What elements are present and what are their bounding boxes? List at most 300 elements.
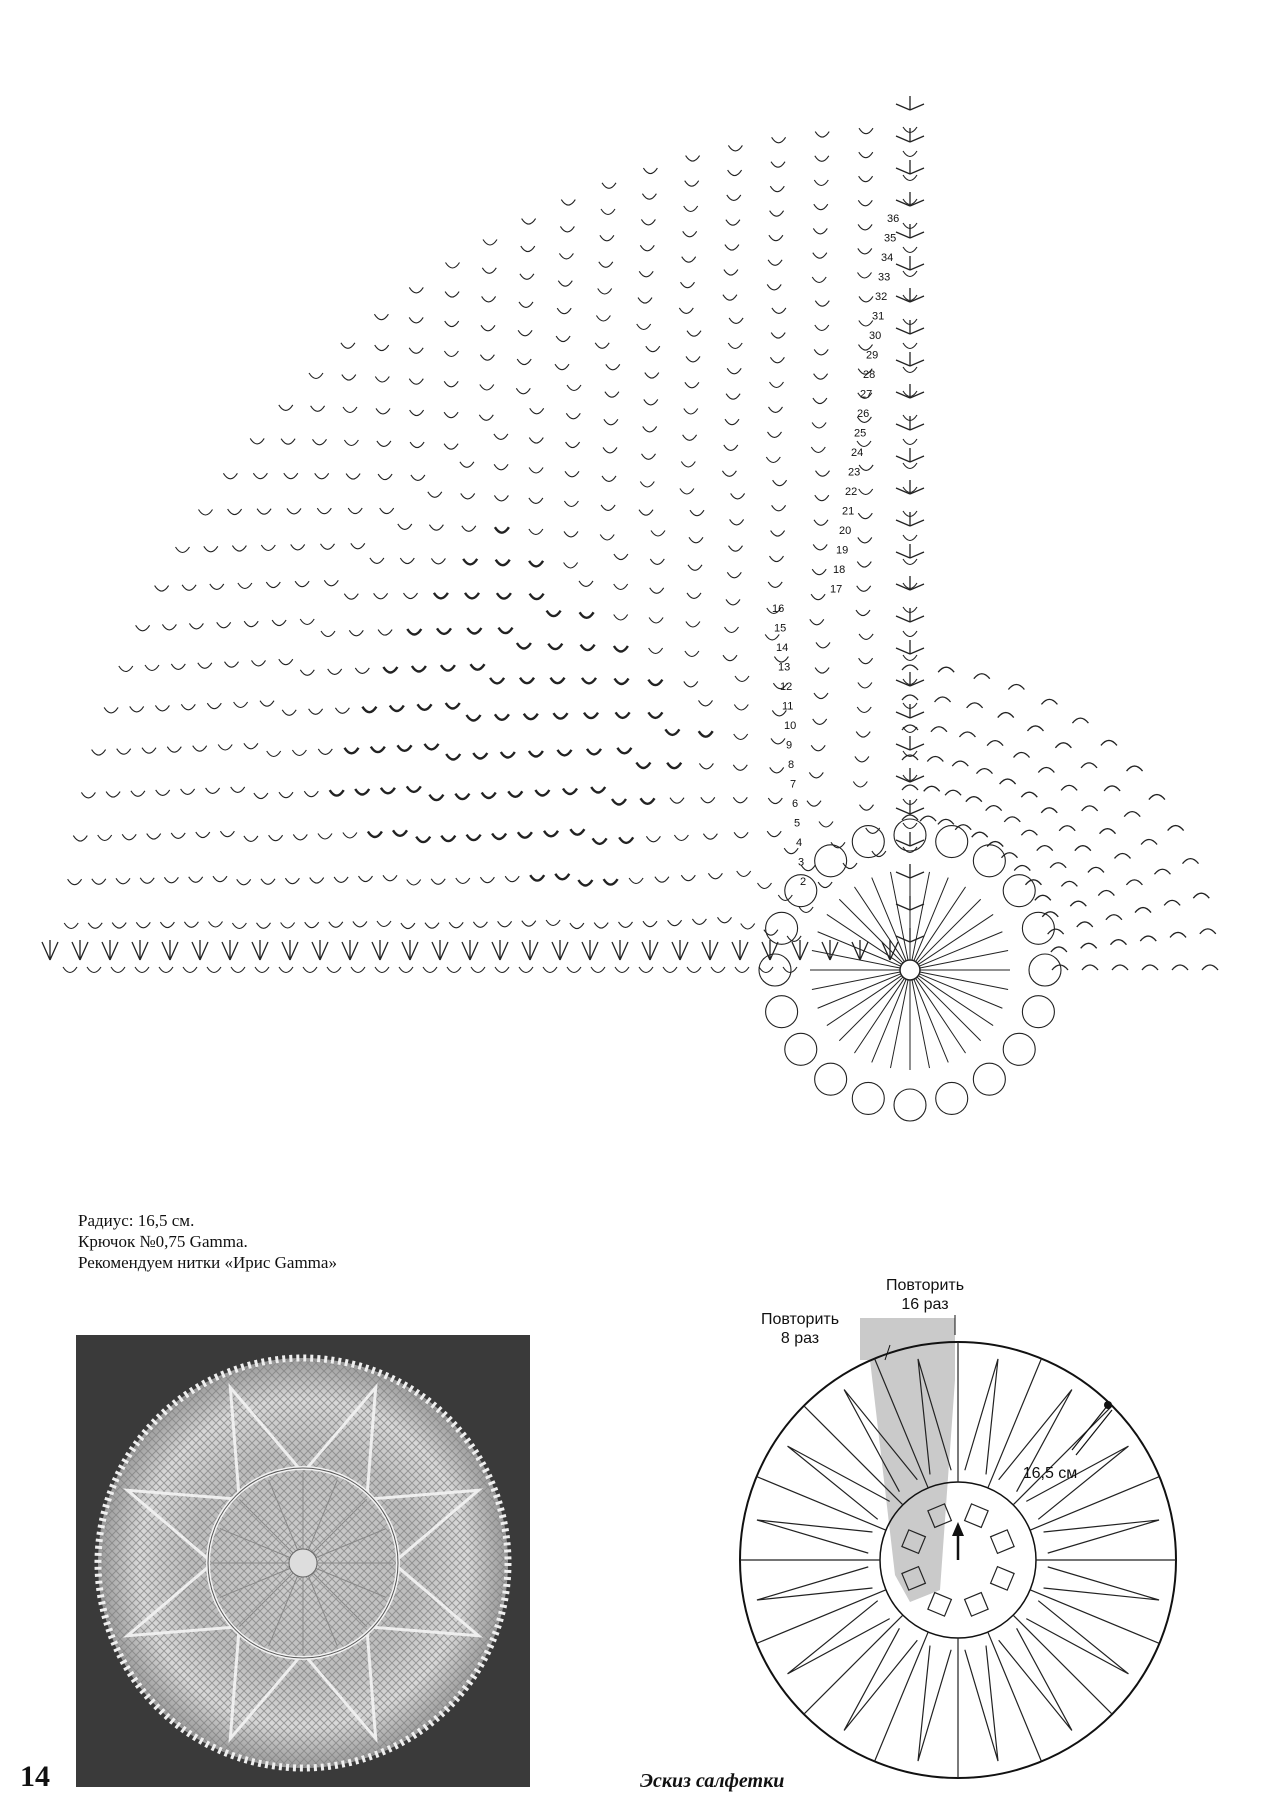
- chain-arc: [518, 330, 532, 336]
- chain-arc: [204, 546, 218, 552]
- chain-arc: [473, 922, 487, 928]
- chain-arc: [530, 408, 544, 414]
- chain-arc: [162, 624, 176, 630]
- chain-arc: [404, 593, 418, 599]
- chain-arc: [501, 752, 515, 758]
- page-number: 14: [20, 1760, 50, 1793]
- chain-arc: [1183, 859, 1199, 864]
- chain-arc: [614, 584, 628, 590]
- chain-arc: [684, 206, 698, 212]
- chain-arc: [480, 385, 494, 391]
- chain-arc: [733, 765, 747, 771]
- chain-arc: [649, 618, 663, 624]
- chain-arc: [770, 556, 784, 562]
- chain-arc: [375, 377, 389, 383]
- chain-arc: [529, 438, 543, 444]
- picot-loop: [766, 912, 798, 944]
- stitch-fan: [642, 940, 658, 960]
- stitch-fan: [896, 672, 924, 686]
- chain-arc: [636, 763, 650, 769]
- chain-arc: [903, 367, 917, 373]
- row-number: 28: [863, 369, 876, 381]
- chain-arc: [1042, 912, 1058, 917]
- chain-arc: [517, 359, 531, 365]
- row-number: 24: [851, 447, 864, 459]
- chain-arc: [903, 631, 917, 637]
- row-number: 27: [860, 388, 873, 401]
- chain-arc: [814, 349, 828, 355]
- chain-arc: [522, 219, 536, 225]
- chain-arc: [255, 967, 269, 973]
- chain-arc: [182, 585, 196, 591]
- specifications: [78, 1210, 337, 1273]
- chain-arc: [444, 444, 458, 450]
- chain-arc: [726, 220, 740, 226]
- chain-arc: [483, 240, 497, 246]
- chain-arc: [903, 247, 917, 253]
- chain-arc: [773, 480, 787, 486]
- chain-arc: [602, 476, 616, 482]
- chain-arc: [725, 627, 739, 633]
- chain-arc: [293, 834, 307, 840]
- chain-arc: [903, 175, 917, 181]
- chain-arc: [418, 704, 432, 710]
- row-number: 4: [796, 837, 803, 849]
- chain-arc: [398, 745, 412, 751]
- chain-arc: [859, 128, 873, 134]
- chain-arc: [281, 923, 295, 929]
- chain-arc: [1126, 880, 1142, 885]
- chain-arc: [1008, 684, 1024, 689]
- chain-arc: [945, 790, 961, 795]
- chart-row-numbers: [772, 213, 899, 888]
- chain-arc: [728, 170, 742, 176]
- chain-arc: [685, 651, 699, 657]
- chain-arc: [431, 879, 445, 885]
- chain-arc: [723, 655, 737, 661]
- sketch-petal: [757, 1567, 873, 1600]
- chain-arc: [684, 681, 698, 687]
- chain-arc: [650, 559, 664, 565]
- chain-arc: [460, 462, 474, 468]
- chain-arc: [498, 921, 512, 927]
- chain-arc: [329, 922, 343, 928]
- chain-arc: [1050, 863, 1066, 868]
- chain-arc: [819, 822, 833, 828]
- chain-arc: [703, 834, 717, 840]
- chain-arc: [375, 345, 389, 351]
- row-number: 3: [798, 856, 805, 869]
- chain-arc: [479, 415, 493, 421]
- chain-arc: [250, 438, 264, 444]
- chain-arc: [629, 878, 643, 884]
- chain-arc: [344, 594, 358, 600]
- chain-arc: [383, 875, 397, 881]
- chain-arc: [481, 325, 495, 331]
- repeat-16-line2: 16 раз: [901, 1296, 949, 1313]
- chain-arc: [641, 798, 655, 804]
- chain-arc: [601, 505, 615, 511]
- chain-arc: [687, 593, 701, 599]
- chain-arc: [1088, 867, 1104, 872]
- chain-arc: [279, 405, 293, 411]
- chain-arc: [471, 967, 485, 973]
- chain-arc: [563, 789, 577, 795]
- chain-arc: [580, 612, 594, 618]
- sketch-center-motif: [965, 1593, 989, 1617]
- chain-arc: [508, 791, 522, 797]
- center-spoke: [912, 872, 930, 960]
- chain-arc: [987, 741, 1003, 746]
- chain-arc: [398, 524, 412, 530]
- chain-arc: [425, 744, 439, 750]
- chain-arc: [106, 792, 120, 798]
- chain-arc: [520, 678, 534, 684]
- chain-arc: [699, 763, 713, 769]
- chain-arc: [931, 727, 947, 732]
- chain-arc: [135, 967, 149, 973]
- stitch-fan: [282, 940, 298, 960]
- chain-arc: [685, 382, 699, 388]
- sketch-radial-line: [804, 1615, 903, 1714]
- stitch-fan: [732, 940, 748, 960]
- chain-arc: [771, 738, 785, 744]
- chain-arc: [614, 615, 628, 621]
- row-number: 25: [854, 427, 867, 440]
- stitch-fan: [432, 940, 448, 960]
- chain-arc: [318, 834, 332, 840]
- chain-arc: [1037, 846, 1053, 851]
- stitch-fan: [896, 512, 924, 526]
- chain-arc: [612, 799, 626, 805]
- chain-arc: [557, 308, 571, 314]
- sketch-petal: [1044, 1520, 1160, 1553]
- chain-arc: [318, 749, 332, 755]
- chain-arc: [217, 622, 231, 628]
- stitch-fan: [896, 288, 924, 302]
- chain-arc: [281, 439, 295, 445]
- chain-arc: [858, 224, 872, 230]
- chain-arc: [269, 835, 283, 841]
- chain-arc: [726, 394, 740, 400]
- chain-arc: [383, 667, 397, 673]
- chain-arc: [112, 923, 126, 929]
- chain-arc: [377, 441, 391, 447]
- chain-arc: [668, 920, 682, 926]
- center-spoke: [920, 950, 1008, 968]
- chain-arc: [328, 669, 342, 675]
- chain-arc: [295, 581, 309, 587]
- stitch-fan: [896, 832, 924, 846]
- chain-arc: [551, 678, 565, 684]
- chain-arc: [254, 793, 268, 799]
- chain-arc: [467, 715, 481, 721]
- chain-arc: [517, 643, 531, 649]
- row-number: 9: [786, 739, 793, 752]
- sketch-radial-line: [1013, 1615, 1112, 1714]
- chain-arc: [1200, 929, 1216, 934]
- chain-arc: [857, 707, 871, 713]
- stitch-fan: [896, 160, 924, 174]
- chain-arc: [496, 560, 510, 566]
- chain-arc: [81, 792, 95, 798]
- chain-arc: [812, 423, 826, 429]
- chain-arc: [1072, 718, 1088, 723]
- center-spoke: [890, 980, 908, 1068]
- chain-arc: [858, 273, 872, 279]
- chain-arc: [409, 317, 423, 323]
- chain-arc: [686, 156, 700, 162]
- chain-arc: [859, 296, 873, 302]
- chain-arc: [467, 628, 481, 634]
- chain-arc: [959, 732, 975, 737]
- chain-arc: [220, 831, 234, 837]
- chain-arc: [663, 967, 677, 973]
- chain-arc: [279, 967, 293, 973]
- chain-arc: [644, 399, 658, 405]
- chain-arc: [423, 967, 437, 973]
- picot-loop: [936, 826, 968, 858]
- chain-arc: [858, 537, 872, 543]
- chain-arc: [407, 629, 421, 635]
- chain-arc: [655, 877, 669, 883]
- chain-arc: [1081, 763, 1097, 768]
- chain-arc: [683, 231, 697, 237]
- chain-arc: [688, 565, 702, 571]
- stitch-fan: [896, 416, 924, 430]
- row-number: 13: [778, 661, 791, 674]
- chain-arc: [407, 786, 421, 792]
- chain-arc: [606, 364, 620, 370]
- chain-arc: [903, 535, 917, 541]
- chain-arc: [857, 441, 871, 447]
- chain-arc: [234, 702, 248, 708]
- row-number: 29: [866, 349, 879, 362]
- chain-arc: [770, 382, 784, 388]
- chain-arc: [648, 680, 662, 686]
- chain-arc: [555, 874, 569, 880]
- chain-arc: [1014, 866, 1030, 871]
- chain-arc: [1193, 893, 1209, 898]
- chain-arc: [617, 748, 631, 754]
- doily-photo: [76, 1335, 530, 1787]
- chain-arc: [601, 209, 615, 215]
- chain-arc: [1110, 940, 1126, 945]
- chain-arc: [225, 662, 239, 668]
- chain-arc: [490, 678, 504, 684]
- chain-arc: [1061, 881, 1077, 886]
- stitch-fan: [896, 544, 924, 558]
- stitch-fan: [896, 640, 924, 654]
- chain-arc: [218, 745, 232, 751]
- chain-arc: [558, 750, 572, 756]
- chain-arc: [902, 755, 918, 760]
- chain-arc: [445, 292, 459, 298]
- row-number: 10: [784, 720, 797, 732]
- chain-arc: [446, 703, 460, 709]
- chain-arc: [494, 464, 508, 470]
- stitch-fan: [132, 940, 148, 960]
- chain-arc: [614, 554, 628, 560]
- chain-arc: [1051, 947, 1067, 952]
- chain-arc: [409, 348, 423, 354]
- chain-arc: [130, 706, 144, 712]
- stitch-fan: [492, 940, 508, 960]
- chain-arc: [444, 412, 458, 418]
- chain-arc: [1100, 829, 1116, 834]
- chain-arc: [903, 271, 917, 277]
- chain-arc: [927, 757, 943, 762]
- chain-arc: [646, 346, 660, 352]
- chain-arc: [638, 298, 652, 304]
- chain-arc: [444, 381, 458, 387]
- chain-arc: [136, 625, 150, 631]
- chain-arc: [516, 388, 530, 394]
- chain-arc: [564, 531, 578, 537]
- chain-arc: [492, 834, 506, 840]
- picot-loop: [1003, 875, 1035, 907]
- spec-hook: Крючок №0,75 Gamma.: [78, 1232, 248, 1251]
- stitch-fan: [896, 736, 924, 750]
- chain-arc: [858, 683, 872, 689]
- row-number: 26: [857, 408, 870, 420]
- chain-arc: [142, 748, 156, 754]
- chain-arc: [1041, 699, 1057, 704]
- chain-arc: [966, 797, 982, 802]
- chain-arc: [1021, 830, 1037, 835]
- picot-loop: [973, 1063, 1005, 1095]
- chain-arc: [482, 268, 496, 274]
- picot-loop: [1029, 954, 1061, 986]
- chain-arc: [615, 679, 629, 685]
- row-number: 36: [887, 213, 900, 225]
- chain-arc: [104, 707, 118, 713]
- row-number: 34: [881, 252, 894, 264]
- sketch-petal: [965, 1646, 998, 1762]
- chain-arc: [1164, 900, 1180, 905]
- chain-arc: [815, 495, 829, 501]
- chain-arc: [903, 751, 917, 757]
- chain-arc: [772, 505, 786, 511]
- chain-arc: [813, 228, 827, 234]
- chain-arc: [425, 923, 439, 929]
- sketch-radius-label: 16,5 см: [1022, 1465, 1078, 1482]
- chain-arc: [648, 712, 662, 718]
- row-number: 2: [800, 876, 807, 888]
- chain-arc: [456, 878, 470, 884]
- chain-arc: [73, 836, 87, 842]
- chain-arc: [232, 923, 246, 929]
- chain-arc: [593, 838, 607, 844]
- chain-arc: [853, 782, 867, 788]
- chain-arc: [587, 749, 601, 755]
- chain-arc: [582, 678, 596, 684]
- chain-arc: [535, 790, 549, 796]
- chain-arc: [857, 586, 871, 592]
- chain-arc: [447, 967, 461, 973]
- chain-arc: [1172, 965, 1188, 970]
- stitch-fan: [896, 128, 924, 142]
- chain-arc: [685, 181, 699, 187]
- chain-arc: [814, 374, 828, 380]
- row-number: 21: [842, 505, 855, 518]
- chain-arc: [359, 876, 373, 882]
- chain-arc: [343, 407, 357, 413]
- chain-arc: [1112, 965, 1128, 970]
- chain-arc: [1141, 840, 1157, 845]
- repeat-8-label: [740, 1310, 860, 1348]
- chain-arc: [642, 194, 656, 200]
- chain-arc: [1055, 743, 1071, 748]
- chain-arc: [604, 419, 618, 425]
- sketch-petal: [788, 1446, 890, 1519]
- stitch-fan: [372, 940, 388, 960]
- chain-arc: [766, 457, 780, 463]
- stitch-fan: [252, 940, 268, 960]
- chain-arc: [725, 245, 739, 251]
- row-number: 30: [869, 330, 882, 342]
- stitch-fan: [896, 800, 924, 814]
- chain-arc: [183, 967, 197, 973]
- chain-arc: [343, 833, 357, 839]
- stitch-fan: [102, 940, 118, 960]
- chain-arc: [670, 798, 684, 804]
- chain-arc: [859, 634, 873, 640]
- chain-arc: [376, 408, 390, 414]
- chain-arc: [725, 419, 739, 425]
- chain-arc: [903, 655, 917, 661]
- chain-arc: [164, 877, 178, 883]
- chain-arc: [759, 967, 773, 973]
- sketch-petal: [918, 1646, 951, 1762]
- chain-arc: [768, 582, 782, 588]
- chain-arc: [445, 321, 459, 327]
- chain-arc: [858, 248, 872, 254]
- chain-arc: [816, 642, 830, 648]
- chain-arc: [267, 751, 281, 757]
- chain-arc: [687, 331, 701, 337]
- chain-arc: [285, 878, 299, 884]
- stitch-fan: [822, 940, 838, 960]
- chain-arc: [974, 674, 990, 679]
- chain-arc: [1124, 812, 1140, 817]
- chain-arc: [334, 877, 348, 883]
- sketch-petal: [844, 1628, 917, 1730]
- chain-arc: [309, 373, 323, 379]
- chain-arc: [300, 670, 314, 676]
- row-number: 18: [833, 564, 846, 576]
- chain-arc: [519, 967, 533, 973]
- chain-arc: [680, 489, 694, 495]
- chain-arc: [370, 558, 384, 564]
- spec-yarn: Рекомендуем нитки «Ирис Gamma»: [78, 1253, 337, 1272]
- chain-arc: [198, 663, 212, 669]
- repeat-16-label: [845, 1276, 1005, 1314]
- chain-arc: [600, 235, 614, 241]
- chain-arc: [770, 186, 784, 192]
- chain-arc: [727, 195, 741, 201]
- chain-arc: [681, 282, 695, 288]
- chain-arc: [903, 727, 917, 733]
- chain-arc: [1070, 901, 1086, 906]
- chain-arc: [689, 537, 703, 543]
- chain-arc: [556, 336, 570, 342]
- stitch-fan: [896, 384, 924, 398]
- chain-arc: [605, 392, 619, 398]
- chain-arc: [371, 747, 385, 753]
- chain-arc: [690, 510, 704, 516]
- chain-arc: [699, 731, 713, 737]
